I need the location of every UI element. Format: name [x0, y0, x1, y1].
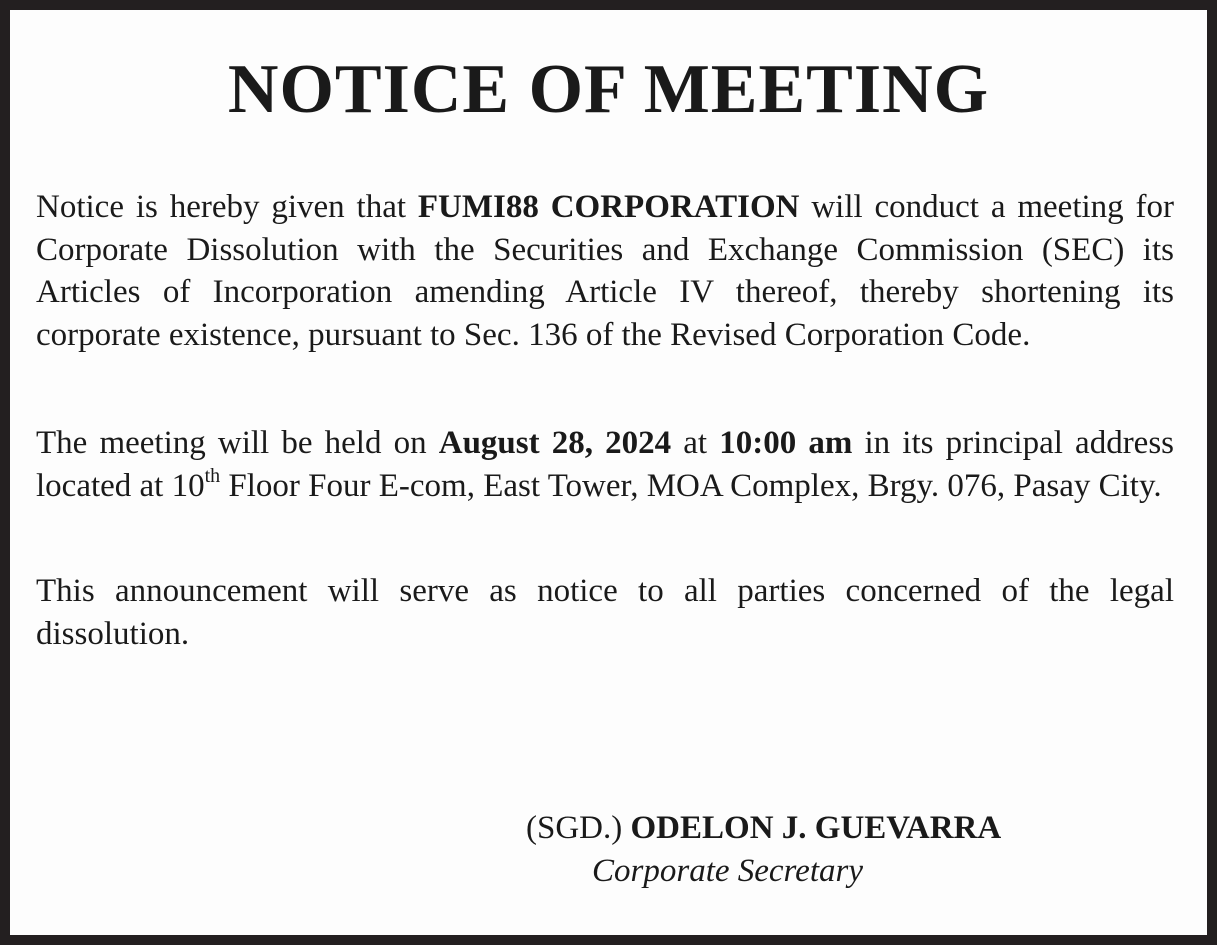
signature-block — [526, 807, 1166, 849]
schedule-text-start: The meeting will be held on — [36, 425, 439, 461]
meeting-date: August 28, 2024 — [438, 425, 672, 461]
meeting-time: 10:00 am — [719, 425, 853, 461]
notice-title: NOTICE OF MEETING — [227, 51, 990, 128]
schedule-at-text: at — [671, 425, 720, 461]
floor-ordinal-suffix: th — [204, 464, 221, 487]
intro-text-start: Notice is hereby given that — [36, 189, 418, 225]
signature-prefix: (SGD.) — [526, 810, 631, 846]
notice-document — [10, 10, 1207, 935]
signatory-name: ODELON J. GUEVARRA — [630, 810, 1002, 846]
notice-paragraph-announcement: This announcement will serve as notice to all parties concerned of the legal dissolution. — [36, 573, 1174, 652]
notice-paragraph-schedule — [36, 422, 1174, 507]
company-name: FUMI88 CORPORATION — [417, 189, 800, 225]
notice-paragraph-intro — [36, 186, 1174, 356]
address-text-start: in its principal address located at 10 — [36, 425, 1175, 504]
intro-text-rest: will conduct a meeting for Corporate Dissolution with the Securities and Exchange Commission (SEC) its Articles of Incorporation amending Article IV thereof, thereby shortening its corporate existence, pursuant to Sec. 136 of the Revised Corporation Code. — [36, 189, 1174, 353]
address-text-rest: Floor Four E-com, East Tower, MOA Complex, Brgy. 076, Pasay City. — [220, 467, 1162, 504]
signatory-role: Corporate Secretary — [592, 853, 863, 889]
